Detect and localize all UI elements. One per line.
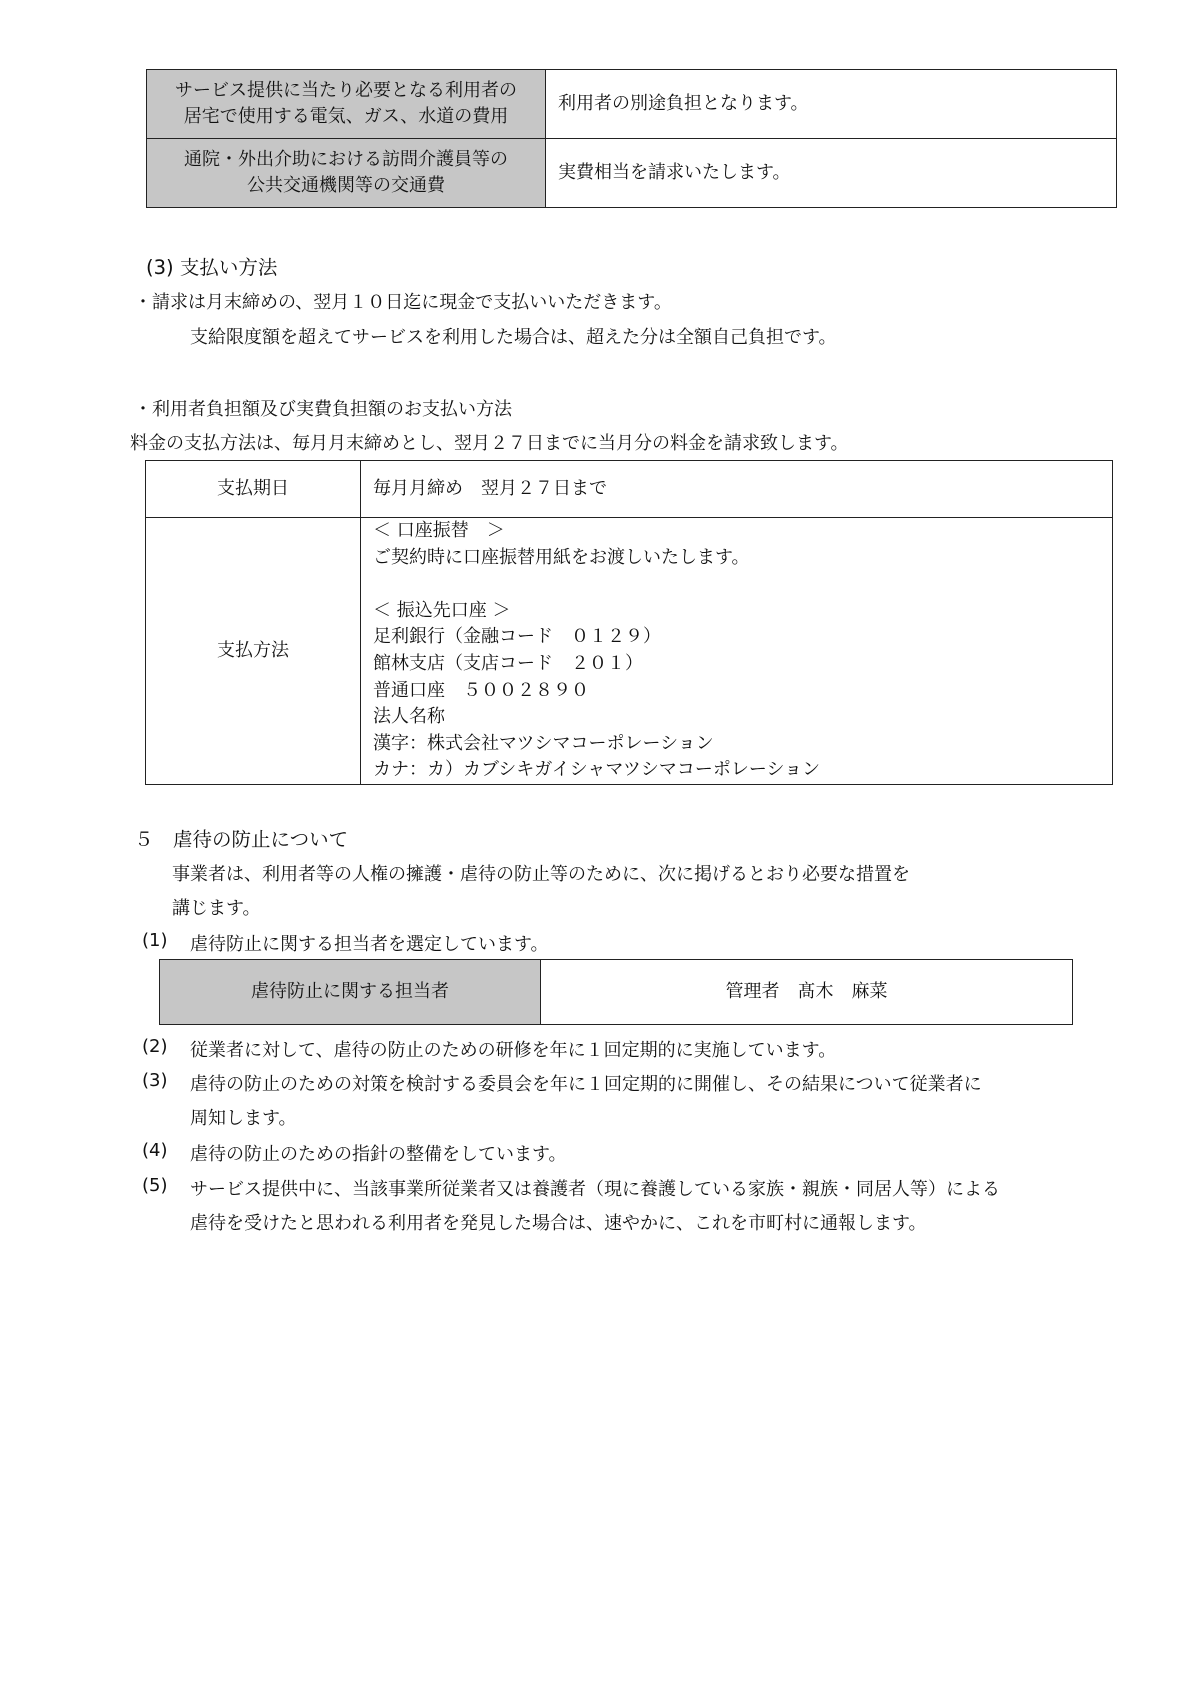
method-line: ＜ 振込先口座 ＞ <box>373 599 511 621</box>
item-3-number: (3) <box>142 1070 168 1091</box>
item-2-number: (2) <box>142 1036 168 1057</box>
section5-intro-line-1: 事業者は、利用者等の人権の擁護・虐待の防止等のために、次に掲げるとおり必要な措置を <box>172 864 910 885</box>
method-line: 普通口座 ５００２８９０ <box>373 679 589 701</box>
method-line: 館林支店（支店コード ２０１） <box>373 652 643 674</box>
item-3-line-1: 虐待の防止のための対策を検討する委員会を年に１回定期的に開催し、その結果について従業者に <box>190 1074 982 1095</box>
table-row <box>160 960 1073 1025</box>
cost-value-utilities: 利用者の別途負担となります。 <box>546 70 1117 139</box>
payment-line-1: ・請求は月末締めの、翌月１０日迄に現金で支払いいただきます。 <box>134 292 672 313</box>
method-line: 漢字：株式会社マツシマコーポレーション <box>373 732 714 754</box>
label-line: 居宅で使用する電気、ガス、水道の費用 <box>183 106 509 127</box>
item-5-line-1: サービス提供中に、当該事業所従業者又は養護者（現に養護している家族・親族・同居人等）による <box>190 1179 1000 1200</box>
table-row <box>146 518 1113 785</box>
item-3-line-2: 周知します。 <box>190 1108 297 1129</box>
method-line: 法人名称 <box>373 706 445 728</box>
label-line: 通院・外出介助における訪問介護員等の <box>184 149 508 170</box>
method-line <box>373 571 1100 598</box>
cost-label-utilities <box>147 70 546 139</box>
item-4-number: (4) <box>142 1140 168 1161</box>
manager-label: 虐待防止に関する担当者 <box>160 960 541 1025</box>
table-row <box>147 70 1117 139</box>
payment-method-lines <box>373 518 1100 784</box>
payment-intro: 料金の支払方法は、毎月月末締めとし、翌月２７日までに当月分の料金を請求致します。 <box>130 433 849 454</box>
label-line: 公共交通機関等の交通費 <box>247 175 445 196</box>
item-5-number: (5) <box>142 1175 168 1196</box>
method-line: ＜ 口座振替 ＞ <box>373 520 505 541</box>
cost-value-transport: 実費相当を請求いたします。 <box>546 139 1117 208</box>
label-line: サービス提供に当たり必要となる利用者の <box>175 80 517 101</box>
item-4-text: 虐待の防止のための指針の整備をしています。 <box>190 1144 567 1165</box>
section5-intro-line-2: 講じます。 <box>172 898 261 919</box>
payment-method-label: 支払方法 <box>146 518 361 785</box>
method-line: ご契約時に口座振替用紙をお渡しいたします。 <box>373 546 750 568</box>
payment-table <box>145 460 1113 785</box>
section5-heading: ５ 虐待の防止について <box>134 828 349 851</box>
method-line: 足利銀行（金融コード ０１２９） <box>373 626 661 648</box>
table-row <box>147 139 1117 208</box>
table-row <box>146 461 1113 518</box>
due-date-value: 毎月月締め 翌月２７日まで <box>361 461 1113 518</box>
item-5-line-2: 虐待を受けたと思われる利用者を発見した場合は、速やかに、これを市町村に通報します。 <box>190 1213 927 1234</box>
payment-line-2: 支給限度額を超えてサービスを利用した場合は、超えた分は全額自己負担です。 <box>190 327 837 348</box>
item-1-number: (1) <box>142 930 168 951</box>
due-date-label: 支払期日 <box>146 461 361 518</box>
cost-label-transport <box>147 139 546 208</box>
manager-table <box>159 959 1073 1025</box>
item-1-text: 虐待防止に関する担当者を選定しています。 <box>190 934 549 955</box>
manager-value: 管理者 髙木 麻菜 <box>541 960 1073 1025</box>
payment-method-value <box>361 518 1113 785</box>
payment-sub-heading: ・利用者負担額及び実費負担額のお支払い方法 <box>134 399 512 420</box>
item-2-text: 従業者に対して、虐待の防止のための研修を年に１回定期的に実施しています。 <box>190 1040 837 1061</box>
cost-table <box>146 69 1117 208</box>
method-line: カナ：カ）カブシキガイシャマツシマコーポレーション <box>373 759 821 781</box>
payment-heading: (3) 支払い方法 <box>146 256 278 279</box>
